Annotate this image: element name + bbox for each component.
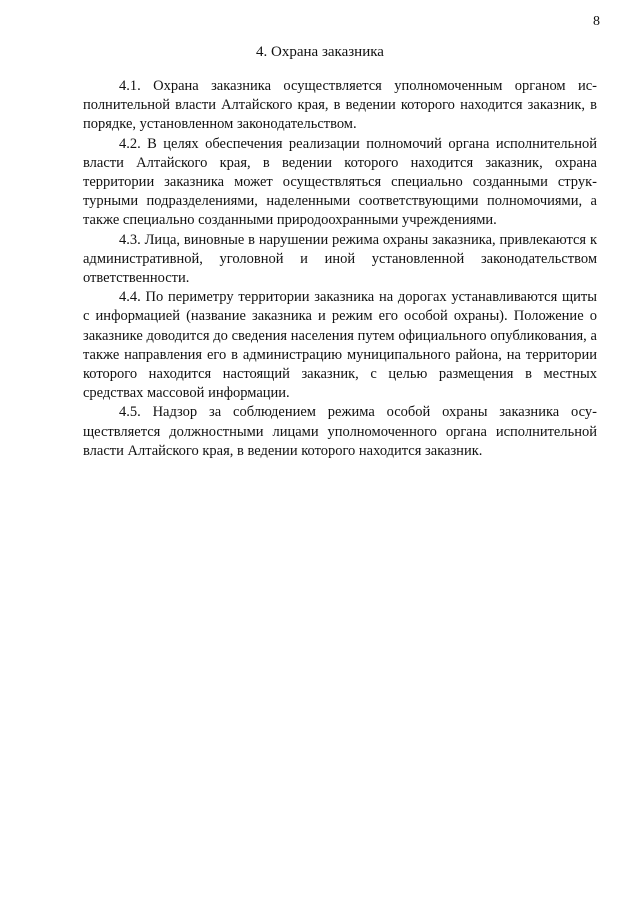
- section-body: [83, 77, 597, 461]
- section-title: 4. Охрана заказника: [256, 44, 384, 60]
- paragraph-4-1: 4.1. Охрана заказника осуществляется уполномоченным органом исполнительной власти Алтайского края, в ведении которого находится заказник, в порядке, установленном законодательством.: [83, 78, 597, 133]
- paragraph-4-5: 4.5. Надзор за соблюдением режима особой охраны заказника осуществляется должностными лицами уполномоченного органа исполнительной власти Алтайского края, в ведении которого находится заказник.: [83, 404, 597, 459]
- paragraph-4-2: 4.2. В целях обеспечения реализации полномочий органа исполнительной власти Алтайского края, в ведении которого находится заказник, охрана территории заказника может осуществляться специально созданными структурными подразделениями, наделенными соответствующими полномочиями, а также специально созданными природоохранными учреждениями.: [83, 135, 597, 229]
- page-number: 8: [593, 14, 600, 29]
- paragraph-4-3: 4.3. Лица, виновные в нарушении режима охраны заказника, привлекаются к административной, уголовной и иной установленной законодательством ответственности.: [83, 231, 597, 287]
- paragraph-4-4: 4.4. По периметру территории заказника на дорогах устанавливаются щиты с информацией (название заказника и режим его особой охраны). Положение о заказнике доводится до сведения населения путем официального опубликования, а также направления его в администрацию муниципального района, на территории которого находится настоящий заказник, с целью размещения в местных средствах массовой информации.: [83, 289, 597, 402]
